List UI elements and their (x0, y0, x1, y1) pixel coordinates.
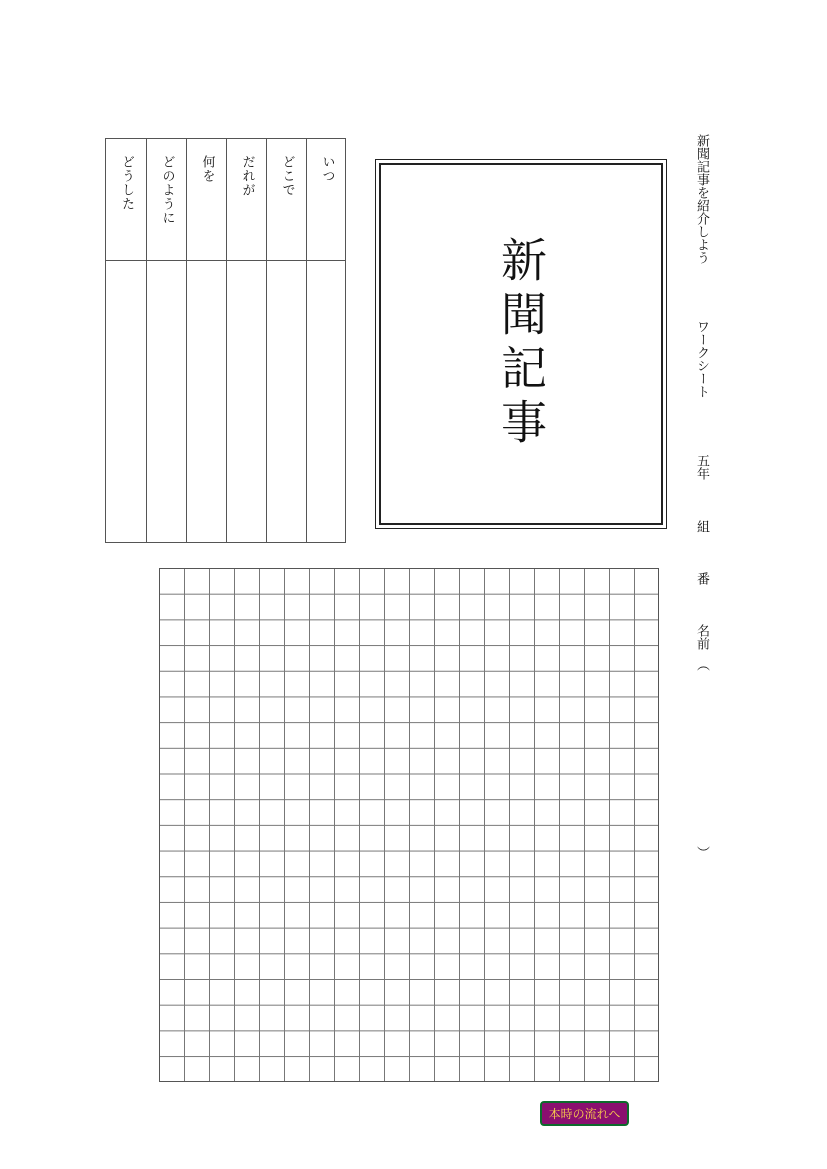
newspaper-title: 新聞記事 (494, 236, 548, 452)
number-label: 番 (694, 572, 709, 585)
table-column-donoyouni (146, 139, 186, 542)
worksheet-subtitle: ワークシート (694, 320, 709, 398)
name-label: 名前 (694, 624, 709, 650)
column-header-naniwo: 何を (199, 155, 215, 183)
answer-cell-darega[interactable] (227, 261, 266, 542)
table-column-dokode (266, 139, 306, 542)
column-header-dokode: どこで (279, 155, 295, 197)
table-column-doushita (106, 139, 146, 542)
lesson-flow-button[interactable]: 本時の流れへ (540, 1101, 629, 1126)
name-paren-open: ︵ (694, 658, 709, 671)
column-header-darega: だれが (239, 155, 255, 197)
worksheet-header (685, 134, 709, 894)
class-label: 組 (694, 520, 709, 533)
column-header-donoyouni: どのように (159, 155, 175, 225)
answer-cell-naniwo[interactable] (187, 261, 226, 542)
name-paren-close: ︶ (694, 846, 709, 859)
table-column-naniwo (186, 139, 226, 542)
answer-cell-itsu[interactable] (307, 261, 346, 542)
column-header-doushita: どうした (119, 155, 134, 211)
table-column-itsu (306, 139, 346, 542)
table-column-darega (226, 139, 266, 542)
manuscript-grid[interactable] (159, 568, 659, 1082)
answer-cell-doushita[interactable] (106, 261, 146, 542)
answer-cell-donoyouni[interactable] (147, 261, 186, 542)
grade-label: 五年 (694, 454, 709, 480)
five-w-one-h-table (105, 138, 346, 543)
newspaper-title-box (375, 159, 667, 529)
worksheet-title: 新聞記事を紹介しよう (694, 134, 709, 264)
column-header-itsu: いつ (319, 155, 335, 183)
answer-cell-dokode[interactable] (267, 261, 306, 542)
